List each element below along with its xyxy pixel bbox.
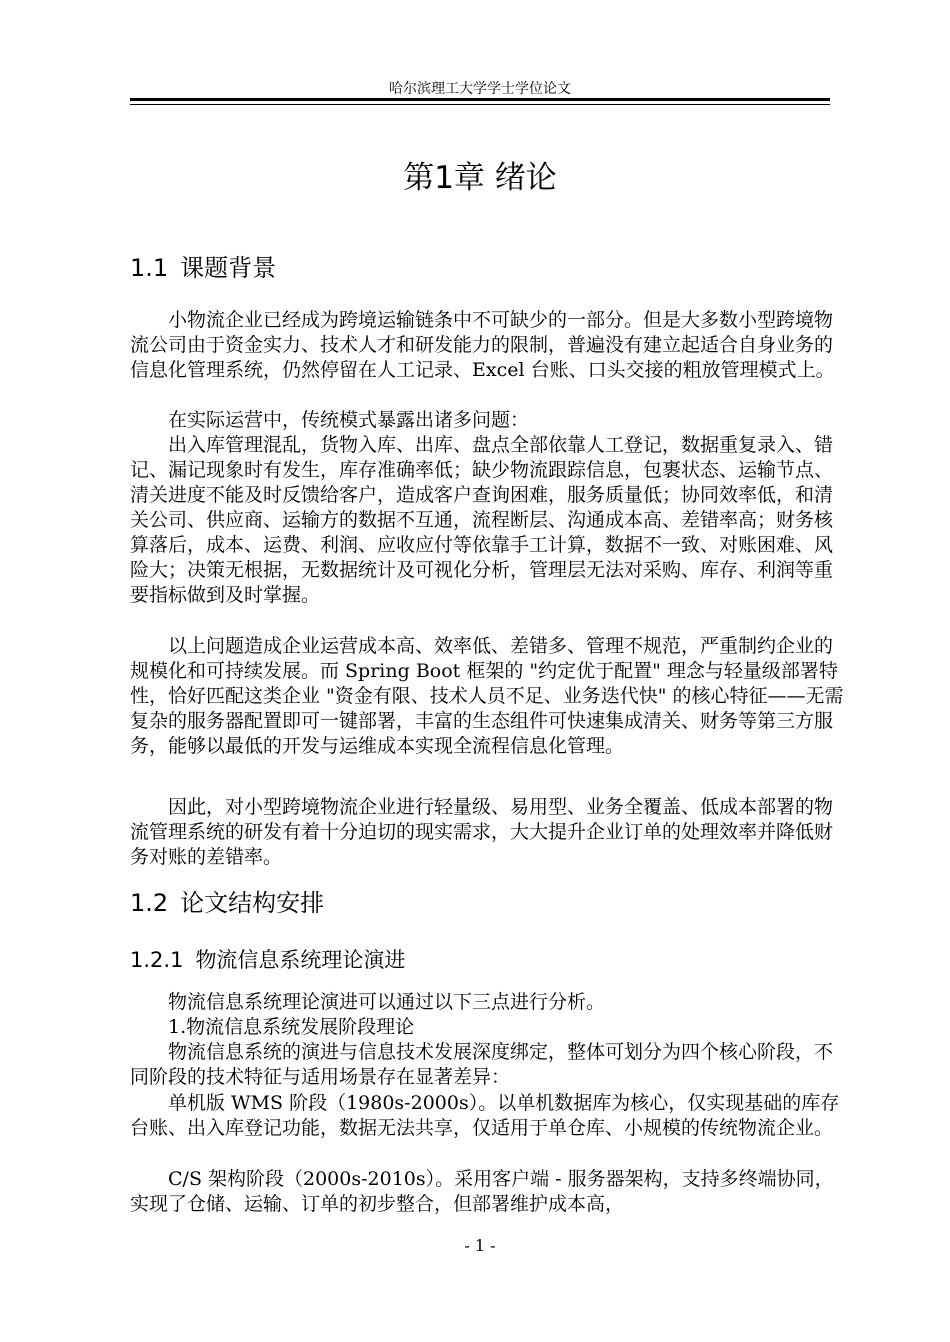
section-heading-1-1 (130, 248, 276, 283)
section-title-text: 论文结构安排 (180, 889, 325, 917)
paragraph: 以上问题造成企业运营成本高、效率低、差错多、管理不规范，严重制约企业的规模化和可持续发展。而 Spring Boot 框架的 "约定优于配置" 理念与轻量级部署特性，恰好匹配这类企业 "资金有限、技术人员不足、业务迭代快" 的核心特征——无需复杂的服务器配置即可一键部署，丰富的生态组件可快速集成清关、财务等第三方服务，能够以最低的开发与运维成本实现全流程信息化管理。 (130, 635, 844, 757)
section-title-text: 课题背景 (180, 254, 277, 282)
subsection-heading-1-2-1 (130, 944, 405, 974)
chapter-title: 第1章 绪论 (403, 160, 557, 196)
section-number: 1.1 (130, 254, 169, 282)
paragraph: 出入库管理混乱，货物入库、出库、盘点全部依靠人工登记，数据重复录入、错记、漏记现象时有发生，库存准确率低；缺少物流跟踪信息，包裹状态、运输节点、清关进度不能及时反馈给客户，造成客户查询困难，服务质量低；协同效率低，和清关公司、供应商、运输方的数据不互通，流程断层、沟通成本高、差错率高；财务核算落后，成本、运费、利润、应收应付等依靠手工计算，数据不一致、对账困难、风险大；决策无根据，无数据统计及可视化分析，管理层无法对采购、库存、利润等重要指标做到及时掌握。 (130, 434, 834, 606)
subsection-number: 1.2.1 (130, 948, 184, 972)
paragraph: 因此，对小型跨境物流企业进行轻量级、易用型、业务全覆盖、低成本部署的物流管理系统的研发有着十分迫切的现实需求，大大提升企业订单的处理效率并降低财务对账的差错率。 (130, 796, 834, 868)
header-rule-thick (130, 98, 830, 101)
section-heading-1-2 (130, 883, 324, 918)
paragraph: 在实际运营中，传统模式暴露出诸多问题： (168, 409, 530, 431)
paragraph: 小物流企业已经成为跨境运输链条中不可缺少的一部分。但是大多数小型跨境物流公司由于资金实力、技术人才和研发能力的限制，普遍没有建立起适合自身业务的信息化管理系统，仍然停留在人工记录、Excel 台账、口头交接的粗放管理模式上。 (130, 309, 835, 381)
paragraph: 物流信息系统理论演进可以通过以下三点进行分析。 (168, 991, 606, 1013)
paragraph: 1.物流信息系统发展阶段理论 (168, 1016, 415, 1038)
header-rule-thin (130, 104, 830, 105)
page-number: - 1 - (464, 1236, 496, 1255)
paragraph: 物流信息系统的演进与信息技术发展深度绑定，整体可划分为四个核心阶段，不同阶段的技术特征与适用场景存在显著差异： (130, 1041, 834, 1088)
paragraph: C/S 架构阶段（2000s-2010s）。采用客户端 - 服务器架构，支持多终端协同，实现了仓储、运输、订单的初步整合，但部署维护成本高， (130, 1168, 834, 1215)
paragraph: 单机版 WMS 阶段（1980s-2000s）。以单机数据库为核心，仅实现基础的库存台账、出入库登记功能，数据无法共享，仅适用于单仓库、小规模的传统物流企业。 (130, 1092, 840, 1139)
section-number: 1.2 (130, 889, 169, 917)
running-header: 哈尔滨理工大学学士学位论文 (389, 81, 571, 97)
subsection-title-text: 物流信息系统理论演进 (195, 948, 406, 972)
